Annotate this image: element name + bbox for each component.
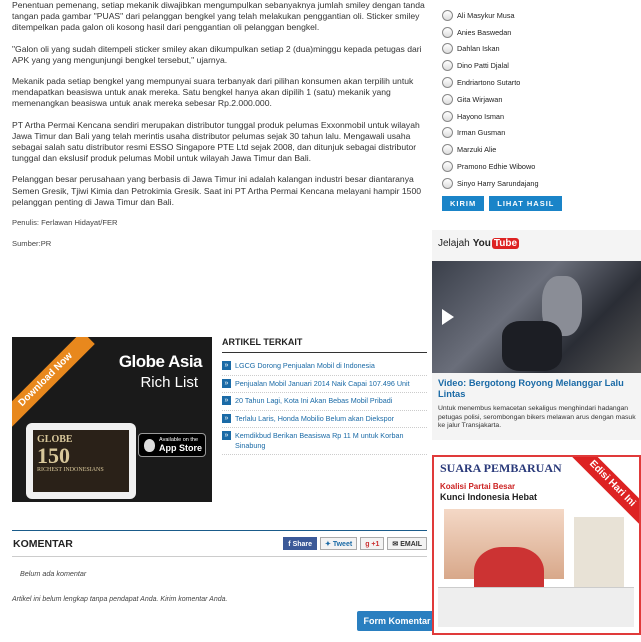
arrow-icon: » bbox=[222, 414, 231, 423]
related-item[interactable] bbox=[222, 411, 427, 429]
poll-option[interactable] bbox=[432, 41, 641, 58]
radio-button[interactable] bbox=[442, 77, 453, 88]
twitter-share-label: Tweet bbox=[332, 541, 353, 548]
radio-button[interactable] bbox=[442, 127, 453, 138]
poll-option[interactable] bbox=[432, 91, 641, 108]
related-link[interactable]: LGCG Dorong Penjualan Mobil di Indonesia bbox=[235, 361, 375, 370]
poll-option[interactable] bbox=[432, 141, 641, 158]
related-heading: ARTIKEL TERKAIT bbox=[222, 337, 427, 353]
poll-option[interactable] bbox=[432, 7, 641, 24]
arrow-icon: » bbox=[222, 431, 231, 440]
poll-option-label: Anies Baswedan bbox=[457, 27, 512, 37]
poll-option[interactable] bbox=[432, 108, 641, 125]
poll-option-label: Hayono Isman bbox=[457, 111, 505, 121]
related-item[interactable] bbox=[222, 376, 427, 394]
poll-option[interactable] bbox=[432, 57, 641, 74]
globe-asia-promo-banner[interactable] bbox=[12, 337, 212, 502]
article-source: Sumber:PR bbox=[12, 239, 52, 249]
poll-option[interactable] bbox=[432, 74, 641, 91]
video-description: Untuk menembus kemacetan sekaligus menghindari hadangan petugas polisi, serombongan bikers melawan arus dengan masuk ke jalur Transjakarta. bbox=[438, 405, 636, 429]
poll-submit-button[interactable]: KIRIM bbox=[442, 196, 484, 211]
poll-option[interactable] bbox=[432, 175, 641, 192]
twitter-share-button[interactable] bbox=[320, 537, 357, 550]
tablet-image bbox=[26, 423, 136, 499]
store-small-text: Available on the bbox=[159, 437, 199, 443]
poll-option-label: Dino Patti Djalal bbox=[457, 61, 509, 71]
newspaper-headline-main: Kunci Indonesia Hebat bbox=[440, 492, 538, 502]
related-link[interactable]: Kemdikbud Berikan Beasiswa Rp 11 M untuk Korban Sinabung bbox=[235, 431, 404, 450]
youtube-logo-tube: Tube bbox=[493, 238, 518, 249]
newspaper-edition-banner[interactable] bbox=[432, 455, 641, 635]
share-buttons bbox=[283, 537, 427, 550]
arrow-icon: » bbox=[222, 361, 231, 370]
article-paragraph: Mekanik pada setiap bengkel yang mempunyai suara terbanyak dari pilihan konsumen akan terpilih untuk mendapatkan beasiswa untuk anak mereka. Satu bengkel hanya akan dipilih 1 (satu) mekanik yang memenangkan beasiswa untuk anak mereka sebesar Rp.2.000.000. bbox=[12, 76, 414, 109]
form-komentar-button[interactable]: Form Komentar bbox=[357, 611, 437, 631]
article-column bbox=[12, 0, 431, 626]
poll-results-button[interactable]: LIHAT HASIL bbox=[489, 196, 562, 211]
magazine-brand: GLOBE bbox=[37, 434, 73, 445]
related-link[interactable]: Penjualan Mobil Januari 2014 Naik Capai 107.496 Unit bbox=[235, 378, 410, 388]
newspaper-masthead: SUARA PEMBARUAN bbox=[440, 461, 562, 475]
promo-subtitle: Rich List bbox=[140, 374, 198, 391]
edition-ribbon: Edisi Hari Ini bbox=[567, 457, 639, 529]
radio-button[interactable] bbox=[442, 60, 453, 71]
radio-button[interactable] bbox=[442, 178, 453, 189]
play-icon[interactable] bbox=[442, 309, 454, 325]
store-big-text: App Store bbox=[159, 443, 203, 453]
comments-heading: KOMENTAR bbox=[13, 537, 73, 550]
video-title[interactable]: Video: Bergotong Royong Melanggar Lalu Lintas bbox=[438, 378, 624, 399]
poll-option-label: Marzuki Alie bbox=[457, 145, 497, 155]
article-paragraph: PT Artha Permai Kencana sendiri merupakan distributor tunggal produk pelumas Exxonmobil untuk wilayah Jawa Timur dan Bali yang telah merintis usaha distributor pelumas sejak 30 tahun lalu. Mengawali usaha sebagai salah satu distributor resmi ESSO Singapore PTE Ltd sejak 2008, dan ditunjuk sebagai distributor tunggal dan ekslusif produk pelumas Mobil untuk wilayah Jawa Timur dan Bali. bbox=[12, 119, 420, 164]
radio-button[interactable] bbox=[442, 161, 453, 172]
download-now-ribbon: Download Now bbox=[12, 337, 95, 429]
promo-title: Globe Asia bbox=[118, 352, 202, 371]
article-paragraph: Pelanggan besar perusahaan yang berbasis di Jawa Timur ini adalah kalangan industri besar diantaranya Semen Gresik, Tjiwi Kimia dan Petrokimia Gresik. Saat ini PT Artha Permai Kencana melayani hampir 1500 pelanggan penting di Jawa Timur dan Bali. bbox=[12, 174, 422, 207]
related-link[interactable]: Terlalu Laris, Honda Mobilio Belum akan Diekspor bbox=[235, 413, 394, 423]
twitter-icon: ✦ bbox=[325, 541, 333, 548]
arrow-icon: » bbox=[222, 396, 231, 405]
article-paragraph: "Galon oli yang sudah ditempeli sticker smiley akan dikumpulkan setiap 2 (dua)minggu kepada petugas dari APK yang yang mengunjungi bengkel tersebut," ujarnya. bbox=[12, 43, 422, 65]
youtube-heading bbox=[438, 238, 519, 249]
poll-option-label: Gita Wirjawan bbox=[457, 94, 503, 104]
email-icon: ✉ bbox=[392, 541, 401, 548]
magazine-caption: RICHEST INDONESIANS bbox=[37, 467, 104, 473]
comment-notice: Artikel ini belum lengkap tanpa pendapat Anda. Kirim komentar Anda. bbox=[12, 596, 228, 603]
radio-button[interactable] bbox=[442, 10, 453, 21]
facebook-icon: f bbox=[288, 541, 293, 548]
facebook-share-label: Share bbox=[292, 541, 313, 548]
gplus-icon: g bbox=[365, 541, 372, 548]
poll-option-label: Irman Gusman bbox=[457, 128, 506, 138]
gplus-share-label: +1 bbox=[371, 541, 380, 548]
radio-button[interactable] bbox=[442, 27, 453, 38]
poll-option[interactable] bbox=[432, 24, 641, 41]
gplus-share-button[interactable] bbox=[360, 537, 384, 550]
poll-option[interactable] bbox=[432, 158, 641, 175]
radio-button[interactable] bbox=[442, 94, 453, 105]
related-item[interactable] bbox=[222, 393, 427, 411]
comments-header bbox=[12, 530, 427, 557]
related-link[interactable]: 20 Tahun Lagi, Kota Ini Akan Bebas Mobil Pribadi bbox=[235, 396, 393, 405]
app-store-badge[interactable] bbox=[138, 433, 206, 457]
poll-option-label: Sinyo Harry Sarundajang bbox=[457, 178, 539, 188]
radio-button[interactable] bbox=[442, 111, 453, 122]
poll-option-label: Endriartono Sutarto bbox=[457, 78, 521, 88]
magazine-number: 150 bbox=[37, 443, 70, 468]
sidebar bbox=[432, 0, 641, 509]
video-figure bbox=[502, 321, 562, 371]
related-articles bbox=[222, 337, 427, 455]
facebook-share-button[interactable] bbox=[283, 537, 317, 550]
youtube-logo-you: You bbox=[472, 238, 491, 249]
arrow-icon: » bbox=[222, 379, 231, 388]
poll-buttons bbox=[442, 196, 562, 211]
apple-icon bbox=[144, 439, 155, 452]
article-paragraph: Penentuan pemenang, setiap mekanik diwajibkan mengumpulkan sebanyaknya jumlah smiley dengan tanda tangan pada gambar "PUAS" dari pelanggan bengkel yang telah melakukan penggantian oli. Sticker smiley ditempelkan pada galon oli kosong hasil dari penggantian oli pelanggan bengkel. bbox=[12, 0, 425, 33]
newspaper-footer bbox=[438, 587, 634, 627]
poll-option-label: Pramono Edhie Wibowo bbox=[457, 162, 536, 172]
poll-option-label: Ali Masykur Musa bbox=[457, 10, 515, 20]
no-comments-text: Belum ada komentar bbox=[20, 569, 87, 578]
poll-option-label: Dahlan Iskan bbox=[457, 44, 500, 54]
youtube-widget bbox=[432, 230, 641, 440]
newspaper-headline-top: Koalisi Partai Besar bbox=[440, 482, 516, 491]
email-share-button[interactable] bbox=[387, 537, 427, 550]
youtube-logo bbox=[473, 238, 519, 249]
poll-option[interactable] bbox=[432, 125, 641, 142]
email-share-label: EMAIL bbox=[400, 541, 422, 548]
radio-button[interactable] bbox=[442, 144, 453, 155]
radio-button[interactable] bbox=[442, 43, 453, 54]
related-item[interactable] bbox=[222, 358, 427, 376]
related-item[interactable] bbox=[222, 428, 427, 455]
video-thumbnail[interactable] bbox=[432, 261, 641, 373]
youtube-heading-text: Jelajah bbox=[438, 238, 470, 249]
article-author: Penulis: Ferlawan Hidayat/FER bbox=[12, 218, 118, 228]
